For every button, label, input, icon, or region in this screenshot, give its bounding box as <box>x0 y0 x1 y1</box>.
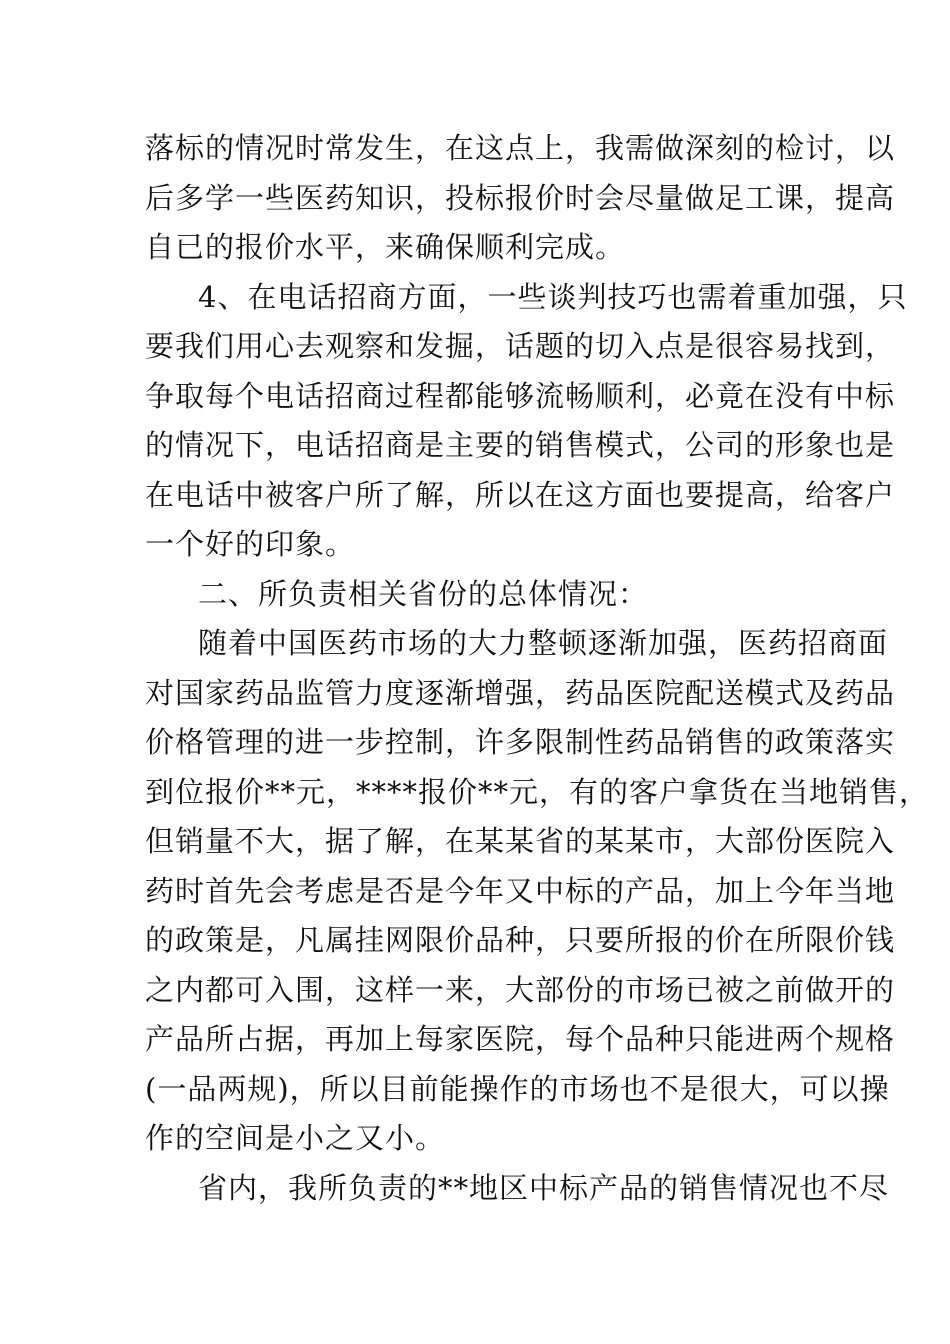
text-line: 4、在电话招商方面，一些谈判技巧也需着重加强，只 <box>198 279 908 314</box>
text-line: 但销量不大，据了解，在某某省的某某市，大部份医院入 <box>145 824 896 858</box>
text-line: 争取每个电话招商过程都能够流畅顺利，必竟在没有中标 <box>145 378 896 413</box>
text-line: 药时首先会考虑是否是今年又中标的产品，加上今年当地 <box>145 873 896 908</box>
text-line: 省内，我所负责的**地区中标产品的销售情况也不尽 <box>198 1170 890 1205</box>
text-line: 的政策是，凡属挂网限价品种，只要所报的价在所限价钱 <box>145 923 896 957</box>
text-line: 作的空间是小之又小。 <box>145 1121 446 1155</box>
text-line: 一个好的印象。 <box>145 527 356 561</box>
text-line: 自已的报价水平，来确保顺利完成。 <box>145 230 626 264</box>
text-line: 在电话中被客户所了解，所以在这方面也要提高，给客户 <box>145 477 896 512</box>
text-line: 产品所占据，再加上每家医院，每个品种只能进两个规格 <box>145 1022 896 1056</box>
text-line: 的情况下，电话招商是主要的销售模式，公司的形象也是 <box>145 428 896 462</box>
text-line: 后多学一些医药知识，投标报价时会尽量做足工课，提高 <box>145 180 896 215</box>
text-line: 落标的情况时常发生，在这点上，我需做深刻的检讨，以 <box>145 131 896 165</box>
document-body <box>145 124 930 1213</box>
text-line: 随着中国医药市场的大力整顿逐渐加强，医药招商面 <box>198 626 889 660</box>
text-line: (一品两规)，所以目前能操作的市场也不是很大，可以操 <box>145 1071 890 1106</box>
text-line: 之内都可入围，这样一来，大部份的市场已被之前做开的 <box>145 972 896 1007</box>
text-line: 二、所负责相关省份的总体情况： <box>198 576 649 611</box>
text-line: 价格管理的进一步控制，许多限制性药品销售的政策落实 <box>145 725 896 759</box>
text-line: 要我们用心去观察和发掘，话题的切入点是很容易找到， <box>145 329 896 363</box>
text-line: 对国家药品监管力度逐渐增强，药品医院配送模式及药品 <box>145 675 896 710</box>
text-line: 到位报价**元，****报价**元，有的客户拿货在当地销售， <box>145 774 930 809</box>
